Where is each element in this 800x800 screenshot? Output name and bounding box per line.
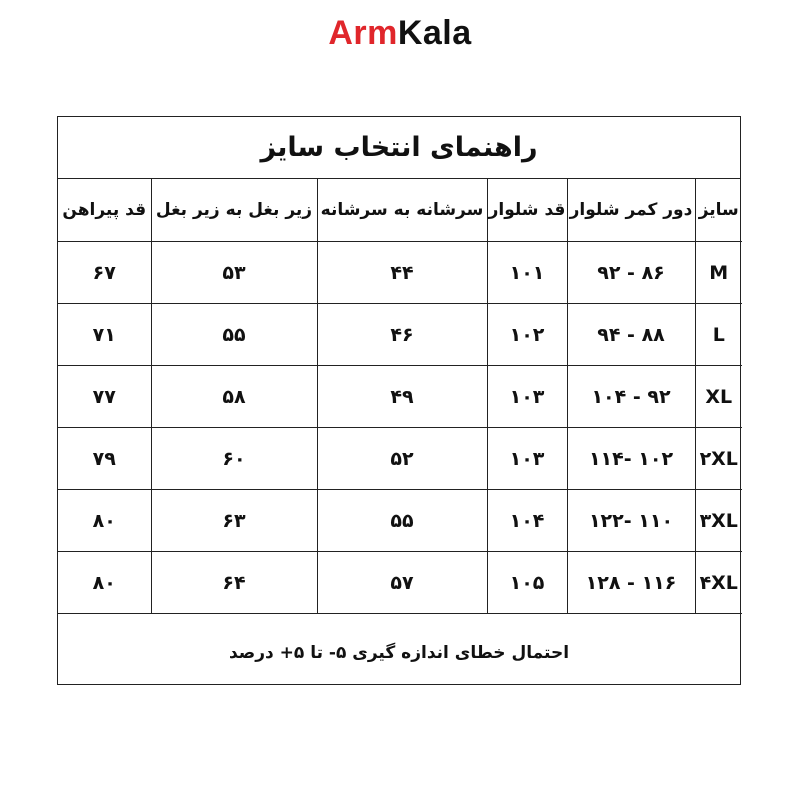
header-size: سایز xyxy=(695,179,742,242)
cell-shirt-length: ۶۷ xyxy=(58,242,151,304)
table-row xyxy=(58,552,742,614)
header-chest: زیر بغل به زیر بغل xyxy=(151,179,317,242)
cell-size: ۴XL xyxy=(695,552,742,614)
brand-logo-arm: Arm xyxy=(328,14,398,52)
cell-shirt-length: ۸۰ xyxy=(58,490,151,552)
cell-pants-length: ۱۰۴ xyxy=(487,490,567,552)
table-row xyxy=(58,366,742,428)
cell-size: ۲XL xyxy=(695,428,742,490)
cell-waist: ۱۱۶ - ۱۲۸ xyxy=(567,552,695,614)
cell-size: L xyxy=(695,304,742,366)
cell-chest: ۵۳ xyxy=(151,242,317,304)
header-shirt-length: قد پیراهن xyxy=(58,179,151,242)
cell-waist: ۱۰۲ -۱۱۴ xyxy=(567,428,695,490)
cell-size: ۳XL xyxy=(695,490,742,552)
header-pants-length: قد شلوار xyxy=(487,179,567,242)
cell-shirt-length: ۷۷ xyxy=(58,366,151,428)
cell-pants-length: ۱۰۳ xyxy=(487,366,567,428)
brand-logo xyxy=(0,14,800,53)
table-row xyxy=(58,428,742,490)
cell-size: M xyxy=(695,242,742,304)
cell-pants-length: ۱۰۳ xyxy=(487,428,567,490)
cell-chest: ۵۵ xyxy=(151,304,317,366)
cell-shoulder: ۴۶ xyxy=(317,304,487,366)
cell-shoulder: ۴۴ xyxy=(317,242,487,304)
cell-chest: ۶۳ xyxy=(151,490,317,552)
size-guide-sheet xyxy=(57,116,741,685)
cell-shirt-length: ۷۱ xyxy=(58,304,151,366)
cell-chest: ۵۸ xyxy=(151,366,317,428)
table-row xyxy=(58,242,742,304)
cell-chest: ۶۰ xyxy=(151,428,317,490)
table-row xyxy=(58,490,742,552)
table-header-row xyxy=(58,179,742,242)
cell-pants-length: ۱۰۲ xyxy=(487,304,567,366)
cell-waist: ۹۲ - ۱۰۴ xyxy=(567,366,695,428)
cell-shoulder: ۴۹ xyxy=(317,366,487,428)
header-waist: دور کمر شلوار xyxy=(567,179,695,242)
cell-waist: ۱۱۰ -۱۲۲ xyxy=(567,490,695,552)
cell-pants-length: ۱۰۱ xyxy=(487,242,567,304)
cell-waist: ۸۸ - ۹۴ xyxy=(567,304,695,366)
header-shoulder: سرشانه به سرشانه xyxy=(317,179,487,242)
cell-shoulder: ۵۷ xyxy=(317,552,487,614)
size-table xyxy=(58,179,742,614)
cell-size: XL xyxy=(695,366,742,428)
size-guide-title: راهنمای انتخاب سایز xyxy=(58,117,740,179)
cell-shirt-length: ۷۹ xyxy=(58,428,151,490)
cell-pants-length: ۱۰۵ xyxy=(487,552,567,614)
cell-shoulder: ۵۵ xyxy=(317,490,487,552)
cell-shoulder: ۵۲ xyxy=(317,428,487,490)
table-row xyxy=(58,304,742,366)
measurement-tolerance-note: احتمال خطای اندازه گیری ۵- تا ۵+ درصد xyxy=(228,642,570,663)
brand-logo-kala: Kala xyxy=(397,14,472,52)
cell-chest: ۶۴ xyxy=(151,552,317,614)
cell-shirt-length: ۸۰ xyxy=(58,552,151,614)
cell-waist: ۸۶ - ۹۲ xyxy=(567,242,695,304)
